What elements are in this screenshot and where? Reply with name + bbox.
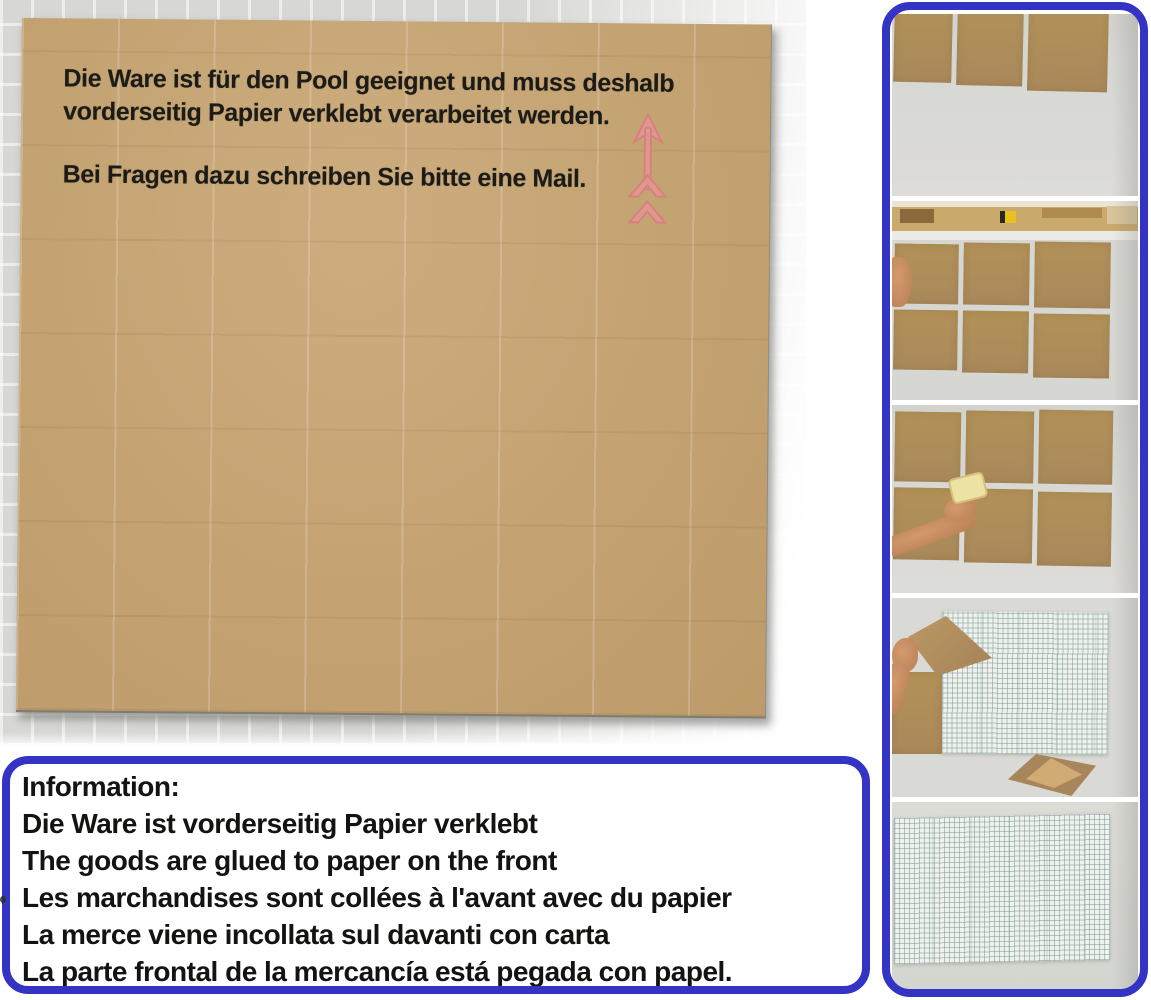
note-line-3: Bei Fragen dazu schreiben Sie bitte eine Mail. [62,160,587,193]
tile-sheet [1034,241,1111,308]
note-line-1: Die Ware ist für den Pool geeignet und muss deshalb [63,64,675,98]
tile-sheet [894,411,961,482]
tile-sheet [1038,410,1113,485]
tile-sheet [1027,14,1109,92]
step-photo-3 [892,405,1138,593]
info-line-en: The goods are glued to paper on the front [22,845,557,876]
info-title: Information: [22,771,180,802]
info-line-es: La parte frontal de la mercancía está pegada con papel. [22,956,733,987]
stray-mark [0,896,6,903]
tile-sheet [893,14,953,83]
tile-sheet [963,242,1030,305]
tile-sheet [956,14,1024,86]
step-photo-4 [892,598,1138,797]
step-photo-1 [892,14,1138,196]
finished-mosaic-panel [894,814,1110,965]
step-photo-5 [892,802,1138,990]
step-photo-2 [892,201,1138,400]
multilingual-info-box [2,756,870,994]
paper-faced-mosaic-sheet [16,18,772,719]
note-line-2: vorderseitig Papier verklebt verarbeitet werden. [63,97,610,131]
installation-steps-strip [882,2,1148,997]
revealed-mosaic-mesh [941,611,1108,754]
info-line-it: La merce viene incollata sul davanti con carta [22,919,610,950]
info-line-de: Die Ware ist vorderseitig Papier verklebt [22,808,538,839]
tile-sheet [893,309,958,370]
tile-sheet [1033,313,1110,378]
warehouse-background [892,201,1138,231]
info-line-fr: Les marchandises sont collées à l'avant avec du papier [22,882,732,913]
tile-sheet [1037,492,1112,567]
up-arrow-icon [622,113,673,235]
tile-sheet [962,310,1029,373]
